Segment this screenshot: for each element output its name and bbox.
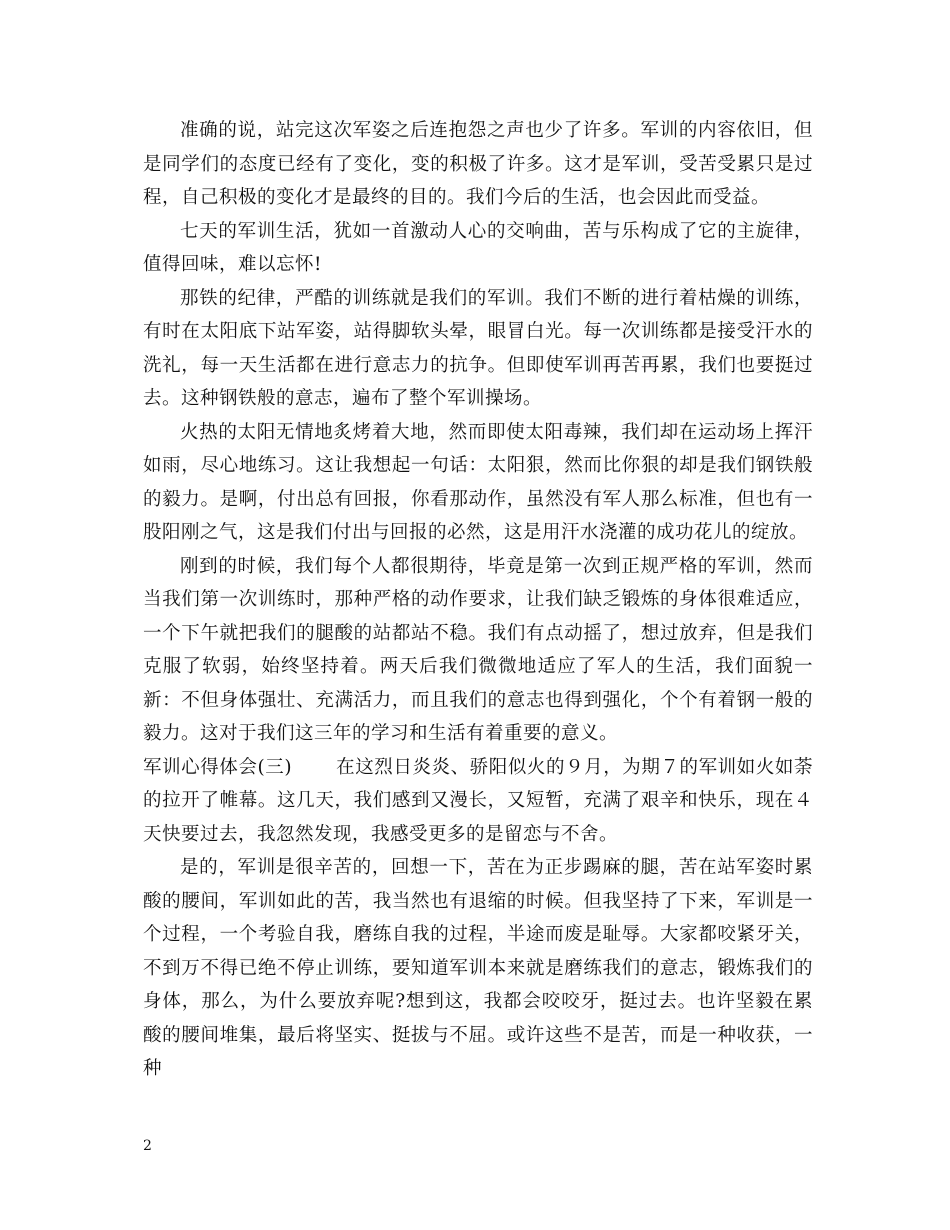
paragraph: 刚到的时候，我们每个人都很期待，毕竟是第一次到正规严格的军训，然而当我们第一次训练时，那种严格的动作要求，让我们缺乏锻炼的身体很难适应，一个下午就把我们的腿酸的站都站不稳。我们有点动摇了，想过放弃，但是我们克服了软弱，始终坚持着。两天后我们微微地适应了军人的生活，我们面貌一新：不但身体强壮、充满活力，而且我们的意志也得到强化，个个有着钢一般的毅力。这对于我们这三年的学习和生活有着重要的意义。 — [143, 555, 813, 744]
paragraph: 七天的军训生活，犹如一首激动人心的交响曲，苦与乐构成了它的主旋律，值得回味，难以忘怀! — [143, 220, 813, 275]
section-first-paragraph: 在这烈日炎炎、骄阳似火的９月，为期７的军训如火如荼的拉开了帷幕。这几天，我们感到又漫长，又短暂，充满了艰辛和快乐，现在４天快要过去，我忽然发现，我感受更多的是留恋与不舍。 — [143, 756, 813, 845]
paragraph: 准确的说，站完这次军姿之后连抱怨之声也少了许多。军训的内容依旧，但是同学们的态度已经有了变化，变的积极了许多。这才是军训，受苦受累只是过程，自己积极的变化才是最终的目的。我们今后的生活，也会因此而受益。 — [143, 120, 813, 208]
paragraph: 是的，军训是很辛苦的，回想一下，苦在为正步踢麻的腿，苦在站军姿时累酸的腰间，军训如此的苦，我当然也有退缩的时候。但我坚持了下来，军训是一个过程，一个考验自我，磨练自我的过程，半途而废是耻辱。大家都咬紧牙关，不到万不得已绝不停止训练，要知道军训本来就是磨练我们的意志，锻炼我们的身体，那么，为什么要放弃呢?想到这，我都会咬咬牙，挺过去。也许坚毅在累酸的腰间堆集，最后将坚实、挺拔与不屈。或许这些不是苦，而是一种收获，一种 — [143, 857, 813, 1079]
section-paragraph — [143, 751, 813, 852]
paragraph: 那铁的纪律，严酷的训练就是我们的军训。我们不断的进行着枯燥的训练，有时在太阳底下站军姿，站得脚软头晕，眼冒白光。每一次训练都是接受汗水的洗礼，每一天生活都在进行意志力的抗争。但即使军训再苦再累，我们也要挺过去。这种钢铁般的意志，遍布了整个军训操场。 — [143, 287, 813, 409]
document-body — [143, 114, 813, 1086]
page-number: 2 — [143, 1138, 152, 1154]
paragraph: 火热的太阳无情地炙烤着大地，然而即使太阳毒辣，我们却在运动场上挥汗如雨，尽心地练习。这让我想起一句话：太阳狠，然而比你狠的却是我们钢铁般的毅力。是啊，付出总有回报，你看那动作，虽然没有军人那么标准，但也有一股阳刚之气，这是我们付出与回报的必然，这是用汗水浇灌的成功花儿的绽放。 — [143, 421, 813, 543]
section-title: 军训心得体会(三) — [143, 756, 293, 778]
